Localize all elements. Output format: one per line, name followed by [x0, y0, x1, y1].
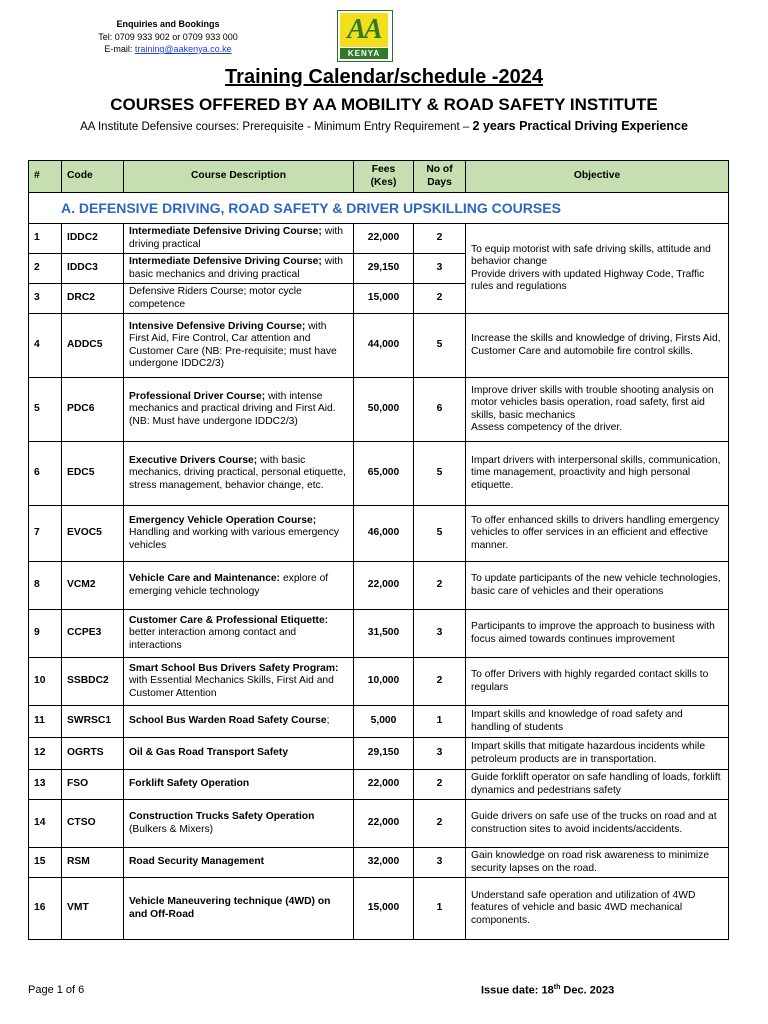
row-objective: To update participants of the new vehicle technologies, basic care of vehicles and their operations — [466, 562, 729, 610]
row-code: PDC6 — [62, 378, 124, 442]
row-objective: To offer Drivers with highly regarded contact skills to regulars — [466, 658, 729, 706]
email-label: E-mail: — [104, 44, 135, 54]
page-number: Page 1 of 6 — [28, 984, 85, 996]
row-days: 2 — [414, 658, 466, 706]
row-days: 1 — [414, 706, 466, 738]
row-days: 5 — [414, 314, 466, 378]
objective-1: To equip motorist with safe driving skills, attitude and behavior change — [471, 243, 711, 267]
course-title: Customer Care & Professional Etiquette: — [129, 614, 329, 626]
course-note: (NB: Must have undergone IDDC2/3) — [129, 415, 298, 427]
contact-email-line — [88, 43, 248, 56]
issue-date-prefix: Issue date: 18 — [481, 984, 554, 997]
row-code: VMT — [62, 878, 124, 940]
course-detail: (Bulkers & Mixers) — [129, 823, 214, 835]
row-fees: 22,000 — [354, 562, 414, 610]
row-fees: 22,000 — [354, 800, 414, 848]
row-description — [124, 284, 354, 314]
course-detail: better interaction among contact and interactions — [129, 627, 297, 651]
course-detail: explore of emerging vehicle technology — [129, 573, 329, 597]
row-code: DRC2 — [62, 284, 124, 314]
header-fees: Fees (Kes) — [354, 161, 414, 193]
row-objective: Impart skills and knowledge of road safety and handling of students — [466, 706, 729, 738]
table-row — [29, 738, 729, 770]
section-row — [29, 193, 729, 224]
row-code: OGRTS — [62, 738, 124, 770]
row-description — [124, 506, 354, 562]
course-title: Executive Drivers Course; — [129, 454, 258, 466]
header-description: Course Description — [124, 161, 354, 193]
row-code: CCPE3 — [62, 610, 124, 658]
row-objective: Impart skills that mitigate hazardous incidents while petroleum products are in transportation. — [466, 738, 729, 770]
course-detail: with driving practical — [129, 226, 344, 250]
row-num: 16 — [29, 878, 62, 940]
row-num: 4 — [29, 314, 62, 378]
row-fees: 50,000 — [354, 378, 414, 442]
row-description — [124, 738, 354, 770]
header-days: No of Days — [414, 161, 466, 193]
row-objective — [466, 378, 729, 442]
header-code: Code — [62, 161, 124, 193]
row-fees: 32,000 — [354, 848, 414, 878]
row-num: 12 — [29, 738, 62, 770]
table-row — [29, 610, 729, 658]
row-fees: 44,000 — [354, 314, 414, 378]
row-num: 11 — [29, 706, 62, 738]
row-description — [124, 442, 354, 506]
row-fees: 22,000 — [354, 770, 414, 800]
row-num: 1 — [29, 224, 62, 254]
course-title: Forklift Safety Operation — [129, 778, 250, 790]
course-detail: with intense mechanics and practical driving and First Aid. — [129, 390, 336, 415]
course-detail: with basic mechanics and driving practical — [129, 256, 344, 280]
row-num: 3 — [29, 284, 62, 314]
row-fees: 5,000 — [354, 706, 414, 738]
course-title: Smart School Bus Drivers Safety Program: — [129, 662, 339, 674]
course-title: Emergency Vehicle Operation Course; — [129, 514, 317, 526]
course-title: School Bus Warden Road Safety Course — [129, 715, 327, 727]
row-fees: 65,000 — [354, 442, 414, 506]
row-days: 2 — [414, 224, 466, 254]
course-title: Vehicle Maneuvering technique (4WD) on and Off-Road — [129, 896, 331, 920]
course-detail: Defensive Riders Course; motor cycle competence — [129, 286, 302, 310]
objective-text: Improve driver skills with trouble shooting analysis on motor vehicles basis operation, road safety, first aid skills, basic mechanics — [471, 384, 714, 421]
row-objective: To offer enhanced skills to drivers handling emergency vehicles to offer services in an efficient and effective manner. — [466, 506, 729, 562]
course-title: Professional Driver Course; — [129, 390, 266, 402]
course-title: Construction Trucks Safety Operation — [129, 811, 315, 822]
row-fees: 29,150 — [354, 254, 414, 284]
row-days: 3 — [414, 254, 466, 284]
row-code: IDDC3 — [62, 254, 124, 284]
table-row — [29, 800, 729, 848]
header-num: # — [29, 161, 62, 193]
row-code: CTSO — [62, 800, 124, 848]
row-code: EVOC5 — [62, 506, 124, 562]
row-days: 3 — [414, 610, 466, 658]
objective-text-2: Assess competency of the driver. — [471, 422, 623, 433]
row-description — [124, 770, 354, 800]
row-fees: 46,000 — [354, 506, 414, 562]
course-title: Oil & Gas Road Transport Safety — [129, 747, 289, 759]
row-num: 2 — [29, 254, 62, 284]
row-days: 3 — [414, 738, 466, 770]
course-detail: with basic mechanics, driving practical, personal etiquette, stress management, behavior change, etc. — [129, 454, 346, 491]
row-description — [124, 224, 354, 254]
row-num: 5 — [29, 378, 62, 442]
row-code: FSO — [62, 770, 124, 800]
table-row — [29, 224, 729, 254]
course-title: Intensive Defensive Driving Course; — [129, 320, 306, 332]
row-objective: Participants to improve the approach to business with focus aimed towards continues improvement — [466, 610, 729, 658]
row-objective: Gain knowledge on road risk awareness to minimize security lapses on the road. — [466, 848, 729, 878]
row-days: 6 — [414, 378, 466, 442]
section-a-heading: A. DEFENSIVE DRIVING, ROAD SAFETY & DRIVER UPSKILLING COURSES — [29, 193, 729, 224]
course-detail: Handling and working with various emergency vehicles — [129, 527, 340, 551]
logo-aa-text: AA — [340, 13, 388, 47]
course-title: Vehicle Care and Maintenance: — [129, 573, 281, 584]
row-fees: 22,000 — [354, 224, 414, 254]
contact-heading: Enquiries and Bookings — [116, 19, 220, 29]
row-days: 2 — [414, 562, 466, 610]
row-num: 10 — [29, 658, 62, 706]
row-code: RSM — [62, 848, 124, 878]
row-description — [124, 314, 354, 378]
contact-block — [88, 18, 248, 56]
objective-2-3: Provide drivers with updated Highway Code, Traffic rules and regulations — [471, 268, 705, 292]
row-objective: Understand safe operation and utilization of 4WD features of vehicle and basic 4WD mechanical components. — [466, 878, 729, 940]
row-objective — [466, 224, 729, 314]
table-row — [29, 378, 729, 442]
issue-date-sup: th — [553, 984, 561, 991]
table-row — [29, 706, 729, 738]
row-fees: 15,000 — [354, 878, 414, 940]
table-header-row — [29, 161, 729, 193]
row-code: SWRSC1 — [62, 706, 124, 738]
row-fees: 29,150 — [354, 738, 414, 770]
row-description — [124, 378, 354, 442]
row-description — [124, 254, 354, 284]
course-title: Intermediate Defensive Driving Course; — [129, 256, 322, 267]
row-description — [124, 610, 354, 658]
logo-kenya-text: KENYA — [340, 48, 388, 59]
row-objective: Impart drivers with interpersonal skills, communication, time management, proactivity and high personal etiquette. — [466, 442, 729, 506]
table-row — [29, 314, 729, 378]
row-description — [124, 800, 354, 848]
row-code: SSBDC2 — [62, 658, 124, 706]
table-row — [29, 770, 729, 800]
row-description — [124, 848, 354, 878]
email-link[interactable]: training@aakenya.co.ke — [134, 44, 232, 54]
row-objective: Increase the skills and knowledge of driving, Firsts Aid, Customer Care and automobile fire control skills. — [466, 314, 729, 378]
table-row — [29, 562, 729, 610]
issue-date — [481, 984, 614, 997]
row-description — [124, 658, 354, 706]
row-objective: Guide forklift operator on safe handling of loads, forklift dynamics and pedestrians safety — [466, 770, 729, 800]
page-subtitle: COURSES OFFERED BY AA MOBILITY & ROAD SAFETY INSTITUTE — [110, 95, 658, 114]
page-title: Training Calendar/schedule -2024 — [225, 66, 543, 88]
table-row — [29, 442, 729, 506]
row-num: 7 — [29, 506, 62, 562]
row-description — [124, 706, 354, 738]
prerequisite-note — [0, 119, 768, 133]
row-num: 13 — [29, 770, 62, 800]
row-description — [124, 878, 354, 940]
course-detail: with Essential Mechanics Skills, First Aid and Customer Attention — [129, 675, 334, 699]
table-row — [29, 848, 729, 878]
row-days: 1 — [414, 878, 466, 940]
header-objective: Objective — [466, 161, 729, 193]
row-code: ADDC5 — [62, 314, 124, 378]
course-detail: with First Aid, Fire Control, Car attention and Customer Care (NB: Pre-requisite; must have undergone IDDC2/3) — [129, 320, 337, 369]
row-num: 14 — [29, 800, 62, 848]
row-code: IDDC2 — [62, 224, 124, 254]
row-description — [124, 562, 354, 610]
row-num: 9 — [29, 610, 62, 658]
prereq-text: AA Institute Defensive courses: Prerequisite - Minimum Entry Requirement – — [80, 121, 473, 133]
row-days: 3 — [414, 848, 466, 878]
row-fees: 31,500 — [354, 610, 414, 658]
contact-tel: Tel: 0709 933 902 or 0709 933 000 — [98, 31, 238, 42]
row-days: 2 — [414, 770, 466, 800]
row-num: 8 — [29, 562, 62, 610]
course-title: Road Security Management — [129, 856, 265, 868]
row-code: EDC5 — [62, 442, 124, 506]
row-num: 15 — [29, 848, 62, 878]
row-days: 5 — [414, 442, 466, 506]
row-days: 2 — [414, 800, 466, 848]
row-days: 5 — [414, 506, 466, 562]
course-detail: ; — [326, 715, 330, 727]
row-days: 2 — [414, 284, 466, 314]
row-fees: 10,000 — [354, 658, 414, 706]
courses-table — [28, 160, 729, 940]
table-row — [29, 506, 729, 562]
table-row — [29, 658, 729, 706]
table-row — [29, 878, 729, 940]
aa-kenya-logo — [337, 10, 393, 62]
row-code: VCM2 — [62, 562, 124, 610]
row-fees: 15,000 — [354, 284, 414, 314]
course-title: Intermediate Defensive Driving Course; — [129, 226, 322, 237]
row-objective: Guide drivers on safe use of the trucks on road and at construction sites to avoid incidents/accidents. — [466, 800, 729, 848]
issue-date-suffix: Dec. 2023 — [560, 984, 615, 997]
row-num: 6 — [29, 442, 62, 506]
prereq-bold: 2 years Practical Driving Experience — [472, 119, 688, 133]
